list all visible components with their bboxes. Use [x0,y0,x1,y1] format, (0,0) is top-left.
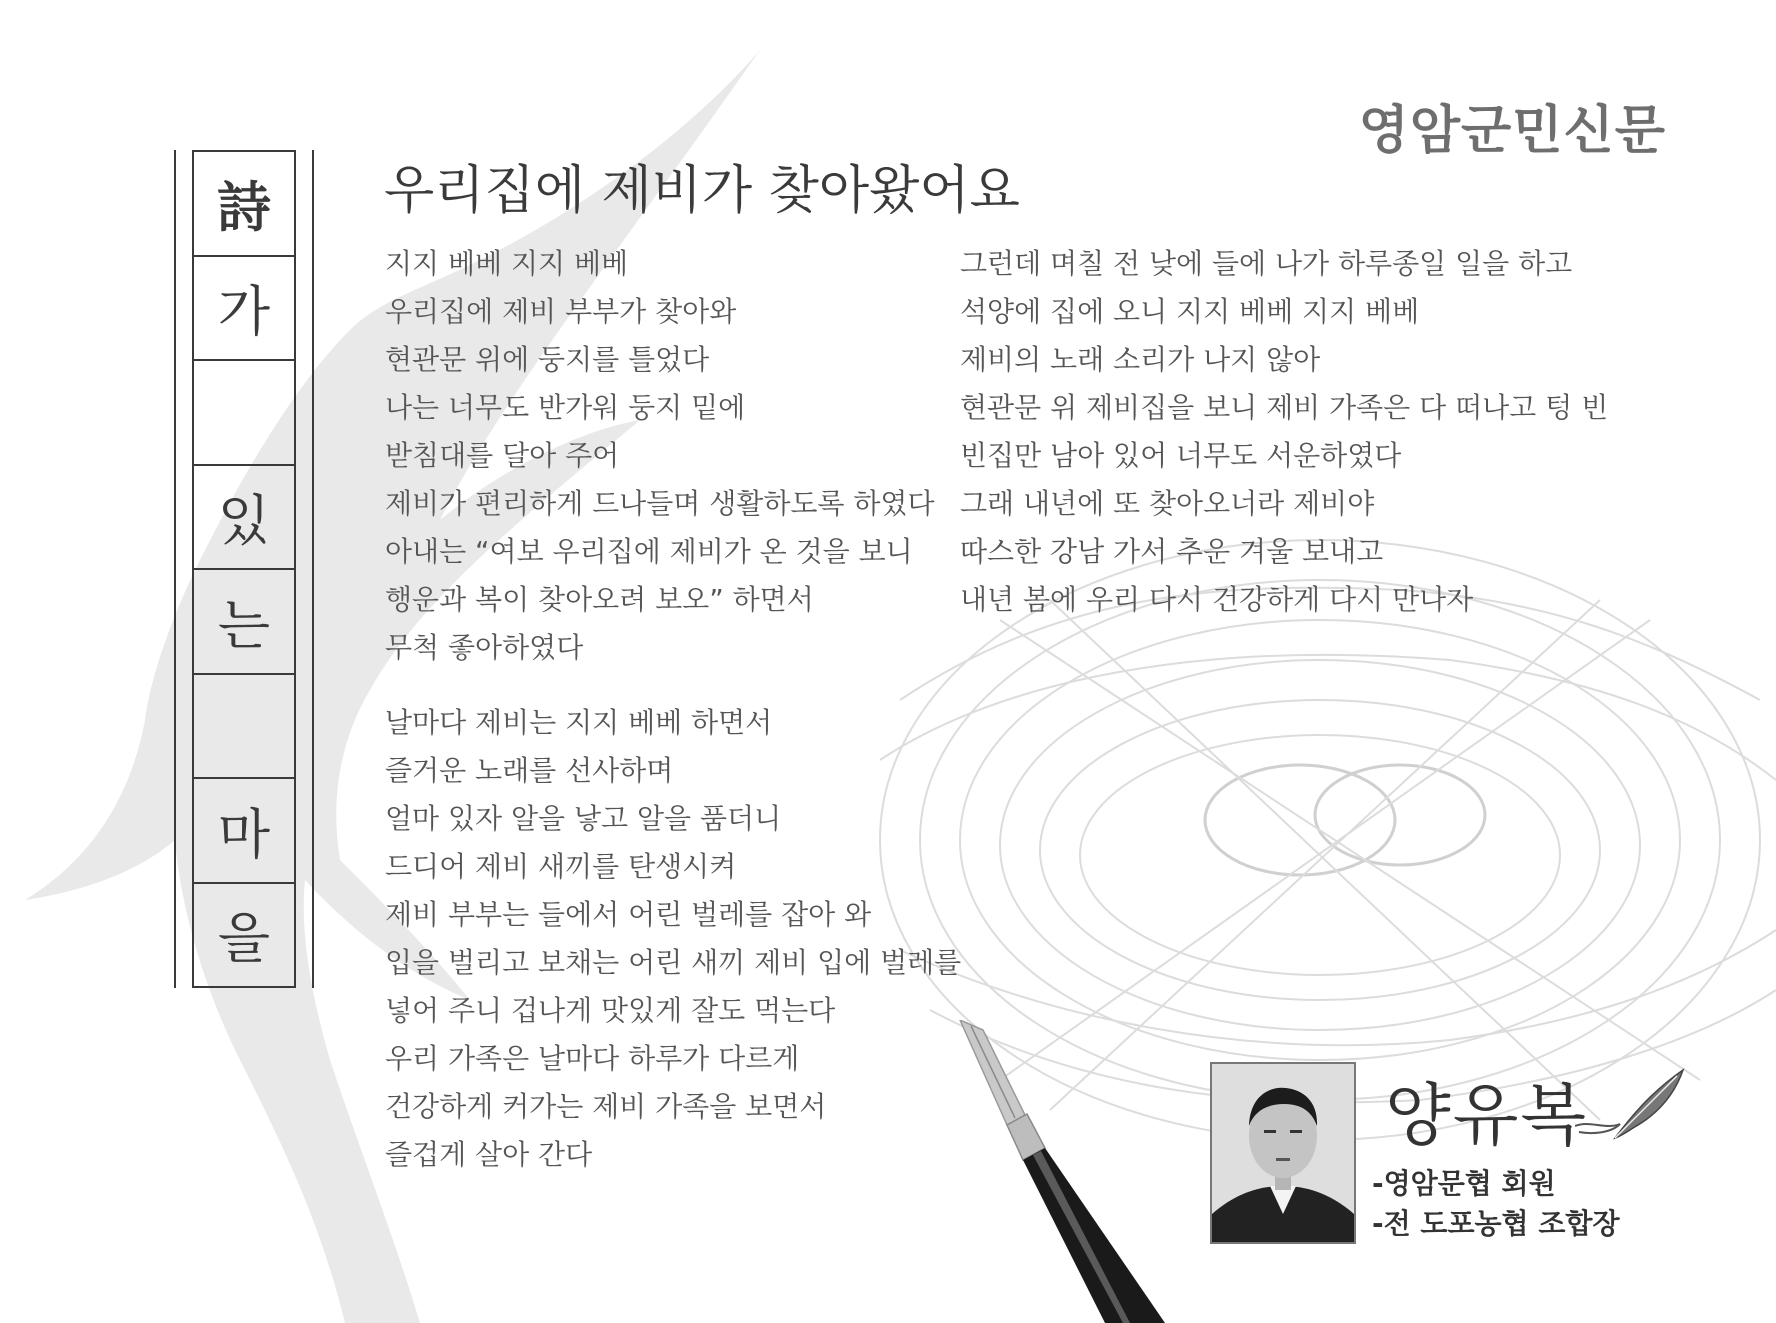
poem-line: 따스한 강남 가서 추운 겨울 보내고 [960,535,1384,568]
poem-line: 현관문 위 제비집을 보니 제비 가족은 다 떠나고 텅 빈 [960,391,1609,424]
poem-line: 우리 가족은 날마다 하루가 다르게 [385,1042,800,1075]
author-photo [1210,1062,1356,1244]
author-credits [1372,1164,1620,1244]
poem-line: 행운과 복이 찾아오려 보오” 하면서 [385,583,814,616]
poem-title: 우리집에 제비가 찾아왔어요 [384,161,1020,221]
masthead: 영암군민신문 [1358,101,1666,161]
poem-line: 제비의 노래 소리가 나지 않아 [960,343,1321,376]
poem-line: 드디어 제비 새끼를 탄생시켜 [385,850,737,883]
poem-line: 즐겁게 살아 간다 [385,1138,593,1171]
poem-line: 넣어 주니 겁나게 맛있게 잘도 먹는다 [385,994,836,1027]
poem-line: 현관문 위에 둥지를 틀었다 [385,343,710,376]
poem-line: 내년 봄에 우리 다시 건강하게 다시 만나자 [960,583,1474,616]
column-label-char [194,361,294,466]
poem-line: 건강하게 커가는 제비 가족을 보면서 [385,1090,827,1123]
poem-stanza-1 [385,240,935,672]
poem-line: 입을 벌리고 보채는 어린 새끼 제비 입에 벌레를 [385,946,962,979]
poem-line: 우리집에 제비 부부가 찾아와 [385,295,737,328]
poem-line: 그래 내년에 또 찾아오너라 제비야 [960,487,1375,520]
column-label-char: 詩 [194,152,294,257]
poem-line: 제비 부부는 들에서 어린 벌레를 잡아 와 [385,898,872,931]
poem-line: 날마다 제비는 지지 베베 하면서 [385,706,773,739]
poem-line: 석양에 집에 오니 지지 베베 지지 베베 [960,295,1420,328]
poem-line: 무척 좋아하였다 [385,631,584,664]
column-label-char: 마 [194,779,294,884]
column-label-char: 는 [194,570,294,675]
column-label-box [192,150,296,988]
poem-line: 그런데 며칠 전 낮에 들에 나가 하루종일 일을 하고 [960,247,1573,280]
fountain-pen-icon [955,1020,1215,1323]
poem-line: 지지 베베 지지 베베 [385,247,629,280]
column-label-char: 을 [217,907,271,971]
column-label-rule-right [312,150,314,988]
poem-line: 받침대를 달아 주어 [385,439,620,472]
poem-line: 빈집만 남아 있어 너무도 서운하였다 [960,439,1402,472]
column-label-char: 있 [194,466,294,571]
quill-icon [1575,1068,1685,1140]
avatar [1212,1064,1354,1242]
author-credit: -영암문협 회원 [1372,1167,1556,1200]
poem-line: 즐거운 노래를 선사하며 [385,754,674,787]
author-credit: -전 도포농협 조합장 [1372,1207,1620,1240]
column-label-char [194,675,294,780]
poem-stanza-2 [385,699,961,1179]
column-label-char: 가 [194,257,294,362]
poem-line: 나는 너무도 반가워 둥지 밑에 [385,391,746,424]
poem-stanza-3 [960,240,1608,624]
author-name: 양유복 [1385,1077,1589,1156]
poem-line: 제비가 편리하게 드나들며 생활하도록 하였다 [385,487,935,520]
poem-line: 얼마 있자 알을 낳고 알을 품더니 [385,802,782,835]
poem-line: 아내는 “여보 우리집에 제비가 온 것을 보니 [385,535,913,568]
column-label [174,150,314,988]
column-label-rule-left [174,150,176,988]
